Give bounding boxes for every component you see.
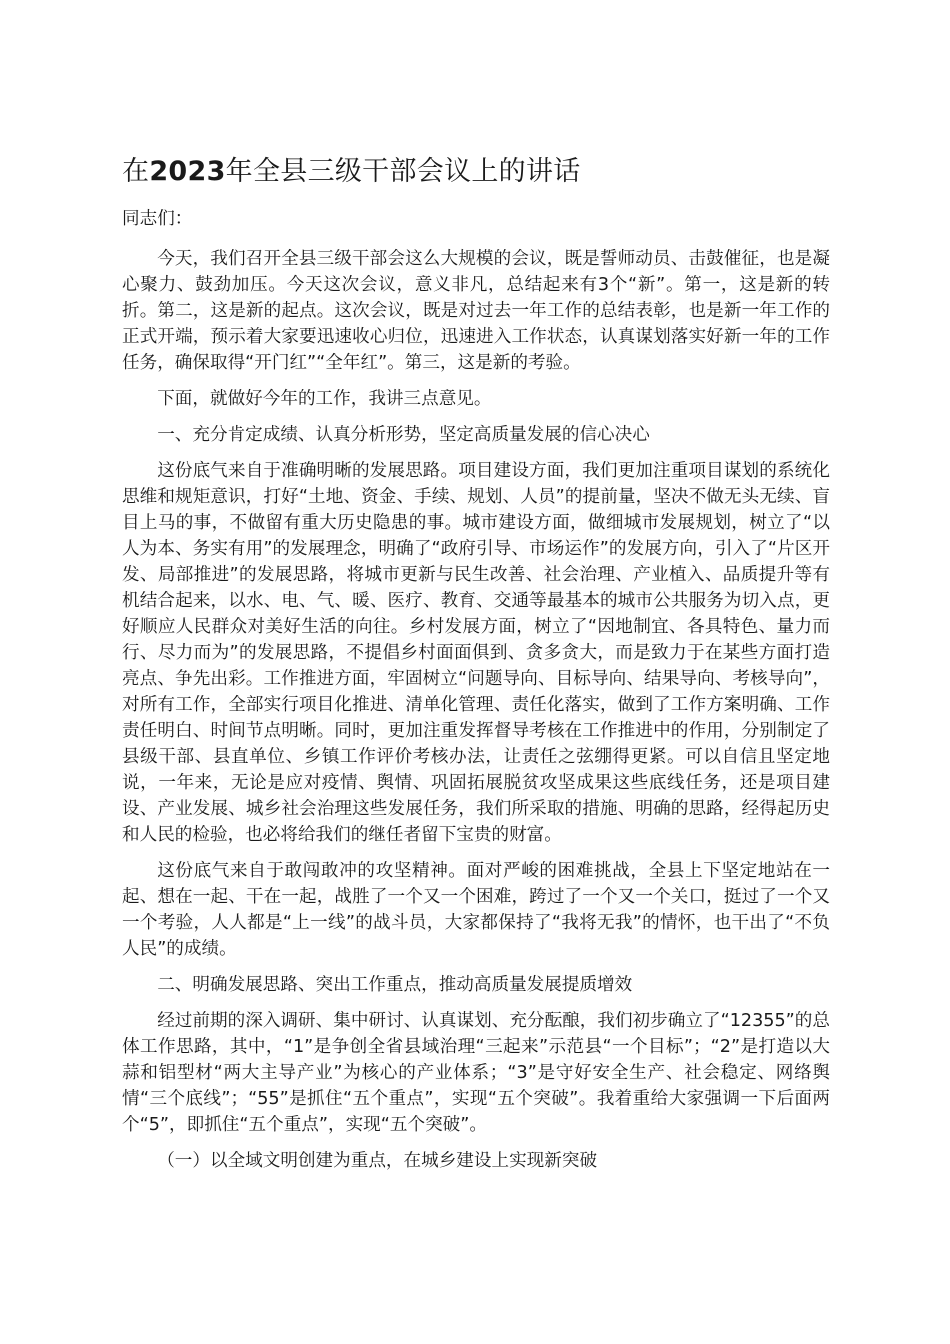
paragraph-work-plan: 经过前期的深入调研、集中研讨、认真谋划、充分酝酿，我们初步确立了“12355”的总体工作思路，其中，“1”是争创全省县域治理“三起来”示范县“一个目标”；“2”是打造以大蒜和铝型材“两大主导产业”为核心的产业体系；“3”是守好安全生产、社会稳定、网络舆情“三个底线”；“55”是抓住“五个重点”，实现“五个突破”。我着重给大家强调一下后面两个“5”，即抓住“五个重点”，实现“五个突破”。 (122, 1011, 830, 1135)
salutation: 同志们： (122, 209, 193, 229)
subsection-heading-1: （一）以全域文明创建为重点，在城乡建设上实现新突破 (157, 1151, 598, 1171)
title-year: 2023 (149, 156, 226, 187)
section-heading-2: 二、明确发展思路、突出工作重点，推动高质量发展提质增效 (157, 975, 633, 995)
section-heading-1: 一、充分肯定成绩、认真分析形势，坚定高质量发展的信心决心 (157, 425, 650, 445)
document-body (122, 206, 830, 1184)
paragraph-intro: 下面，就做好今年的工作，我讲三点意见。 (157, 389, 492, 409)
paragraph-development-ideas: 这份底气来自于准确明晰的发展思路。项目建设方面，我们更加注重项目谋划的系统化思维和规矩意识，打好“土地、资金、手续、规划、人员”的提前量，坚决不做无头无续、盲目上马的事，不做留有重大历史隐患的事。城市建设方面，做细城市发展规划，树立了“以人为本、务实有用”的发展理念，明确了“政府引导、市场运作”的发展方向，引入了“片区开发、局部推进”的发展思路，将城市更新与民生改善、社会治理、产业植入、品质提升等有机结合起来，以水、电、气、暖、医疗、教育、交通等最基本的城市公共服务为切入点，更好顺应人民群众对美好生活的向往。乡村发展方面，树立了“因地制宜、各具特色、量力而行、尽力而为”的发展思路，不提倡乡村面面俱到、贪多贪大，而是致力于在某些方面打造亮点、争先出彩。工作推进方面，牢固树立“问题导向、目标导向、结果导向、考核导向”，对所有工作，全部实行项目化推进、清单化管理、责任化落实，做到了工作方案明确、工作责任明白、时间节点明晰。同时，更加注重发挥督导考核在工作推进中的作用，分别制定了县级干部、县直单位、乡镇工作评价考核办法，让责任之弦绷得更紧。可以自信且坚定地说，一年来，无论是应对疫情、舆情、巩固拓展脱贫攻坚成果这些底线任务，还是项目建设、产业发展、城乡社会治理这些发展任务，我们所采取的措施、明确的思路，经得起历史和人民的检验，也必将给我们的继任者留下宝贵的财富。 (122, 461, 830, 845)
paragraph-spirit: 这份底气来自于敢闯敢冲的攻坚精神。面对严峻的困难挑战，全县上下坚定地站在一起、想在一起、干在一起，战胜了一个又一个困难，跨过了一个又一个关口，挺过了一个又一个考验，人人都是“上一线”的战斗员，大家都保持了“我将无我”的情怀，也干出了“不负人民”的成绩。 (122, 861, 830, 959)
document-title: 在2023年全县三级干部会议上的讲话 (122, 156, 581, 187)
paragraph-opening: 今天，我们召开全县三级干部会这么大规模的会议，既是誓师动员、击鼓催征，也是凝心聚力、鼓劲加压。今天这次会议，意义非凡，总结起来有3个“新”。第一，这是新的转折。第二，这是新的起点。这次会议，既是对过去一年工作的总结表彰，也是新一年工作的正式开端，预示着大家要迅速收心归位，迅速进入工作状态，认真谋划落实好新一年的工作任务，确保取得“开门红”“全年红”。第三，这是新的考验。 (122, 249, 830, 373)
